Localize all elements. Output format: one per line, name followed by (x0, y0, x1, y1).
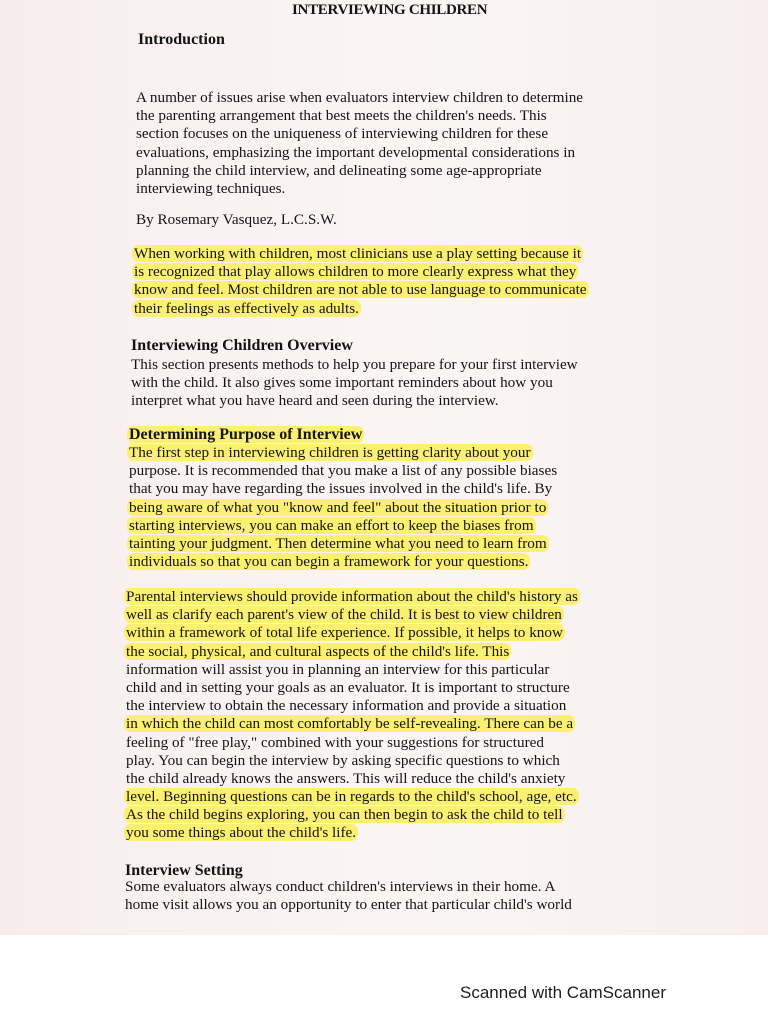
intro-line: the parenting arrangement that best meets the children's needs. This (136, 107, 547, 125)
introduction-heading: Introduction (138, 31, 225, 48)
highlighted-line: individuals so that you can begin a framework for your questions. (129, 553, 529, 571)
highlighted-line: Parental interviews should provide information about the child's history as (126, 588, 578, 605)
purpose-line: purpose. It is recommended that you make a list of any possible biases (129, 462, 558, 480)
highlighted-line: their feelings as effectively as adults. (134, 299, 359, 317)
highlighted-line: you some things about the child's life. (126, 824, 357, 842)
highlighted-line: well as clarify each parent's view of the child. It is best to view children (126, 606, 562, 624)
highlighted-line: is recognized that play allows children to more clearly express what they (134, 263, 577, 281)
parental-line: child and in setting your goals as an evaluator. It is important to structure (126, 678, 570, 696)
overview-line: with the child. It also gives some important reminders about how you (131, 374, 553, 392)
intro-line: planning the child interview, and delineating some age-appropriate (136, 161, 542, 179)
parental-line: play. You can begin the interview by asking specific questions to which (126, 751, 560, 769)
overview-line: interpret what you have heard and seen during the interview. (131, 392, 499, 410)
overview-line: This section presents methods to help you prepare for your first interview (131, 356, 578, 373)
intro-line: interviewing techniques. (136, 179, 286, 197)
intro-line: evaluations, emphasizing the important developmental considerations in (136, 143, 576, 161)
intro-line: A number of issues arise when evaluators interview children to determine (136, 89, 584, 106)
setting-heading: Interview Setting (125, 862, 243, 879)
camscanner-watermark: Scanned with CamScanner (460, 983, 667, 1002)
parental-line: information will assist you in planning an interview for this particular (126, 660, 550, 678)
setting-line: home visit allows you an opportunity to enter that particular child's world (125, 896, 572, 914)
overview-heading: Interviewing Children Overview (131, 337, 353, 354)
highlighted-line: being aware of what you "know and feel" about the situation prior to (129, 498, 547, 516)
highlighted-line: starting interviews, you can make an effort to keep the biases from (129, 516, 534, 534)
parental-line: the interview to obtain the necessary information and provide a situation (126, 697, 567, 715)
highlighted-line: within a framework of total life experience. If possible, it helps to know (126, 624, 563, 642)
parental-line: the child already knows the answers. This will reduce the child's anxiety (126, 769, 566, 787)
highlighted-line: level. Beginning questions can be in regards to the child's school, age, etc. (126, 788, 577, 806)
parental-line: feeling of "free play," combined with your suggestions for structured (126, 733, 544, 751)
document-title: INTERVIEWING CHILDREN (292, 2, 488, 18)
highlighted-line: in which the child can most comfortably be self-revealing. There can be a (126, 715, 574, 733)
highlighted-line: tainting your judgment. Then determine what you need to learn from (129, 534, 547, 552)
purpose-line: that you may have regarding the issues involved in the child's life. By (129, 480, 553, 498)
intro-line: section focuses on the uniqueness of interviewing children for these (136, 125, 549, 143)
highlighted-line: the social, physical, and cultural aspects of the child's life. This (126, 642, 510, 660)
highlighted-line: The first step in interviewing children is getting clarity about your (129, 444, 531, 461)
highlighted-line: As the child begins exploring, you can then begin to ask the child to tell (126, 806, 563, 824)
author-byline: By Rosemary Vasquez, L.C.S.W. (136, 211, 337, 228)
highlighted-line: When working with children, most clinicians use a play setting because it (134, 245, 582, 262)
highlighted-line: know and feel. Most children are not able to use language to communicate (134, 281, 587, 299)
purpose-heading: Determining Purpose of Interview (129, 426, 363, 443)
setting-line: Some evaluators always conduct children's interviews in their home. A (125, 878, 556, 895)
